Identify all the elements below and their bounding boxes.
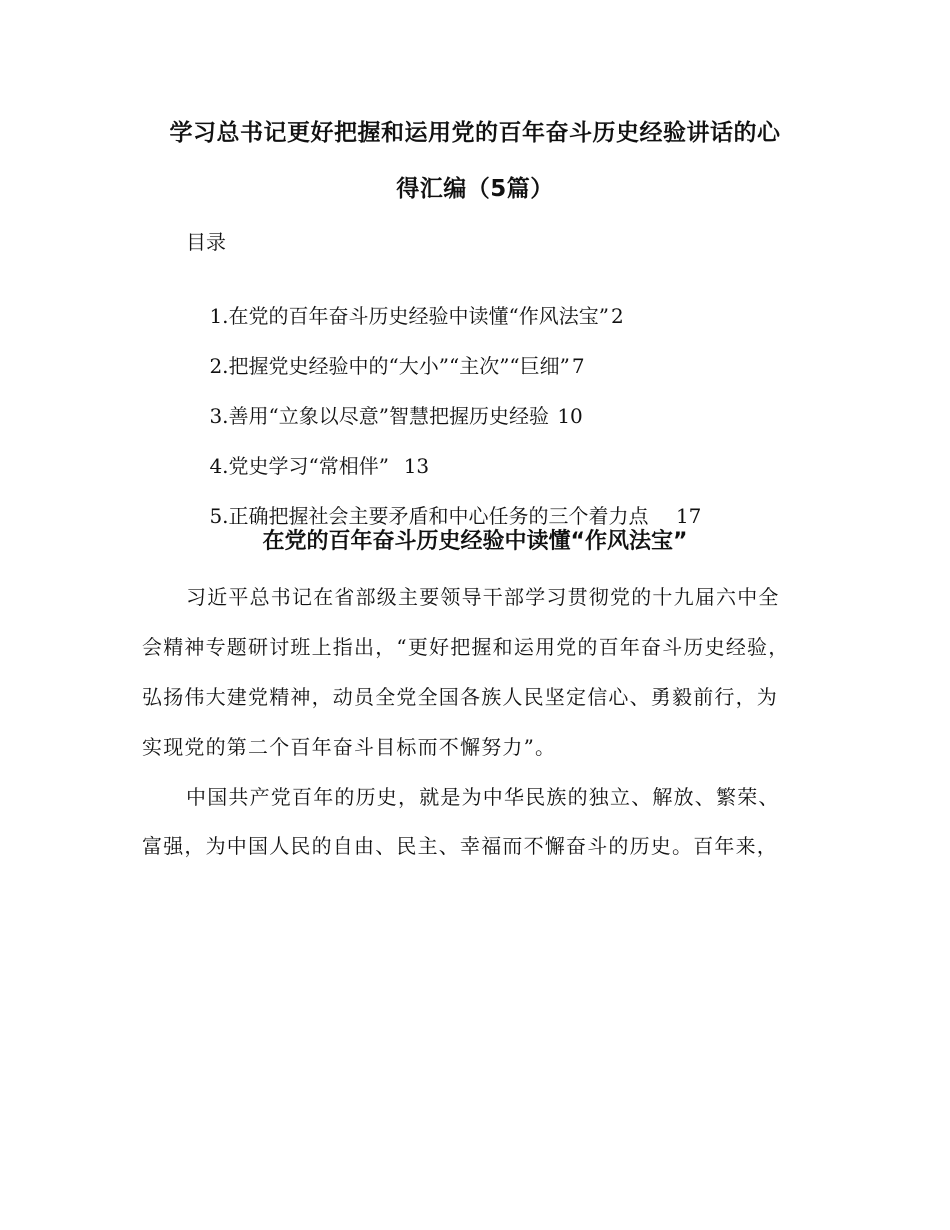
toc-item-text: 2.把握党史经验中的“大小”“主次”“巨细” xyxy=(209,354,570,378)
paragraph-line: 习近平总书记在省部级主要领导干部学习贯彻党的十九届六中全 xyxy=(186,585,780,609)
toc-item-text: 4.党史学习“常相伴” xyxy=(209,454,402,478)
paragraph-line: 富强，为中国人民的自由、民主、幸福而不懈奋斗的历史。百年来， xyxy=(142,834,778,858)
document-title-line-2: 得汇编（5篇） xyxy=(396,176,554,202)
toc-heading: 目录 xyxy=(186,230,226,254)
toc-item-text: 5.正确把握社会主要矛盾和中心任务的三个着力点 xyxy=(209,504,674,528)
paragraph-line: 中国共产党百年的历史，就是为中华民族的独立、解放、繁荣、 xyxy=(186,785,780,809)
paragraph-line: 实现党的第二个百年奋斗目标而不懈努力”。 xyxy=(142,735,557,759)
toc-item-page: 2 xyxy=(610,304,624,328)
section-title: 在党的百年奋斗历史经验中读懂“作风法宝” xyxy=(262,529,688,554)
toc-item-page: 13 xyxy=(403,454,430,478)
toc-item-page: 17 xyxy=(675,504,702,528)
paragraph-line: 会精神专题研讨班上指出，“更好把握和运用党的百年奋斗历史经验， xyxy=(142,635,790,659)
document-title-line-1: 学习总书记更好把握和运用党的百年奋斗历史经验讲话的心 xyxy=(169,120,781,146)
toc-item-page: 10 xyxy=(557,404,583,428)
paragraph-line: 弘扬伟大建党精神，动员全党全国各族人民坚定信心、勇毅前行，为 xyxy=(142,685,778,709)
toc-item-page: 7 xyxy=(571,354,585,378)
toc-item-text: 3.善用“立象以尽意”智慧把握历史经验 xyxy=(209,404,556,428)
toc-item-text: 1.在党的百年奋斗历史经验中读懂“作风法宝” xyxy=(209,304,609,328)
